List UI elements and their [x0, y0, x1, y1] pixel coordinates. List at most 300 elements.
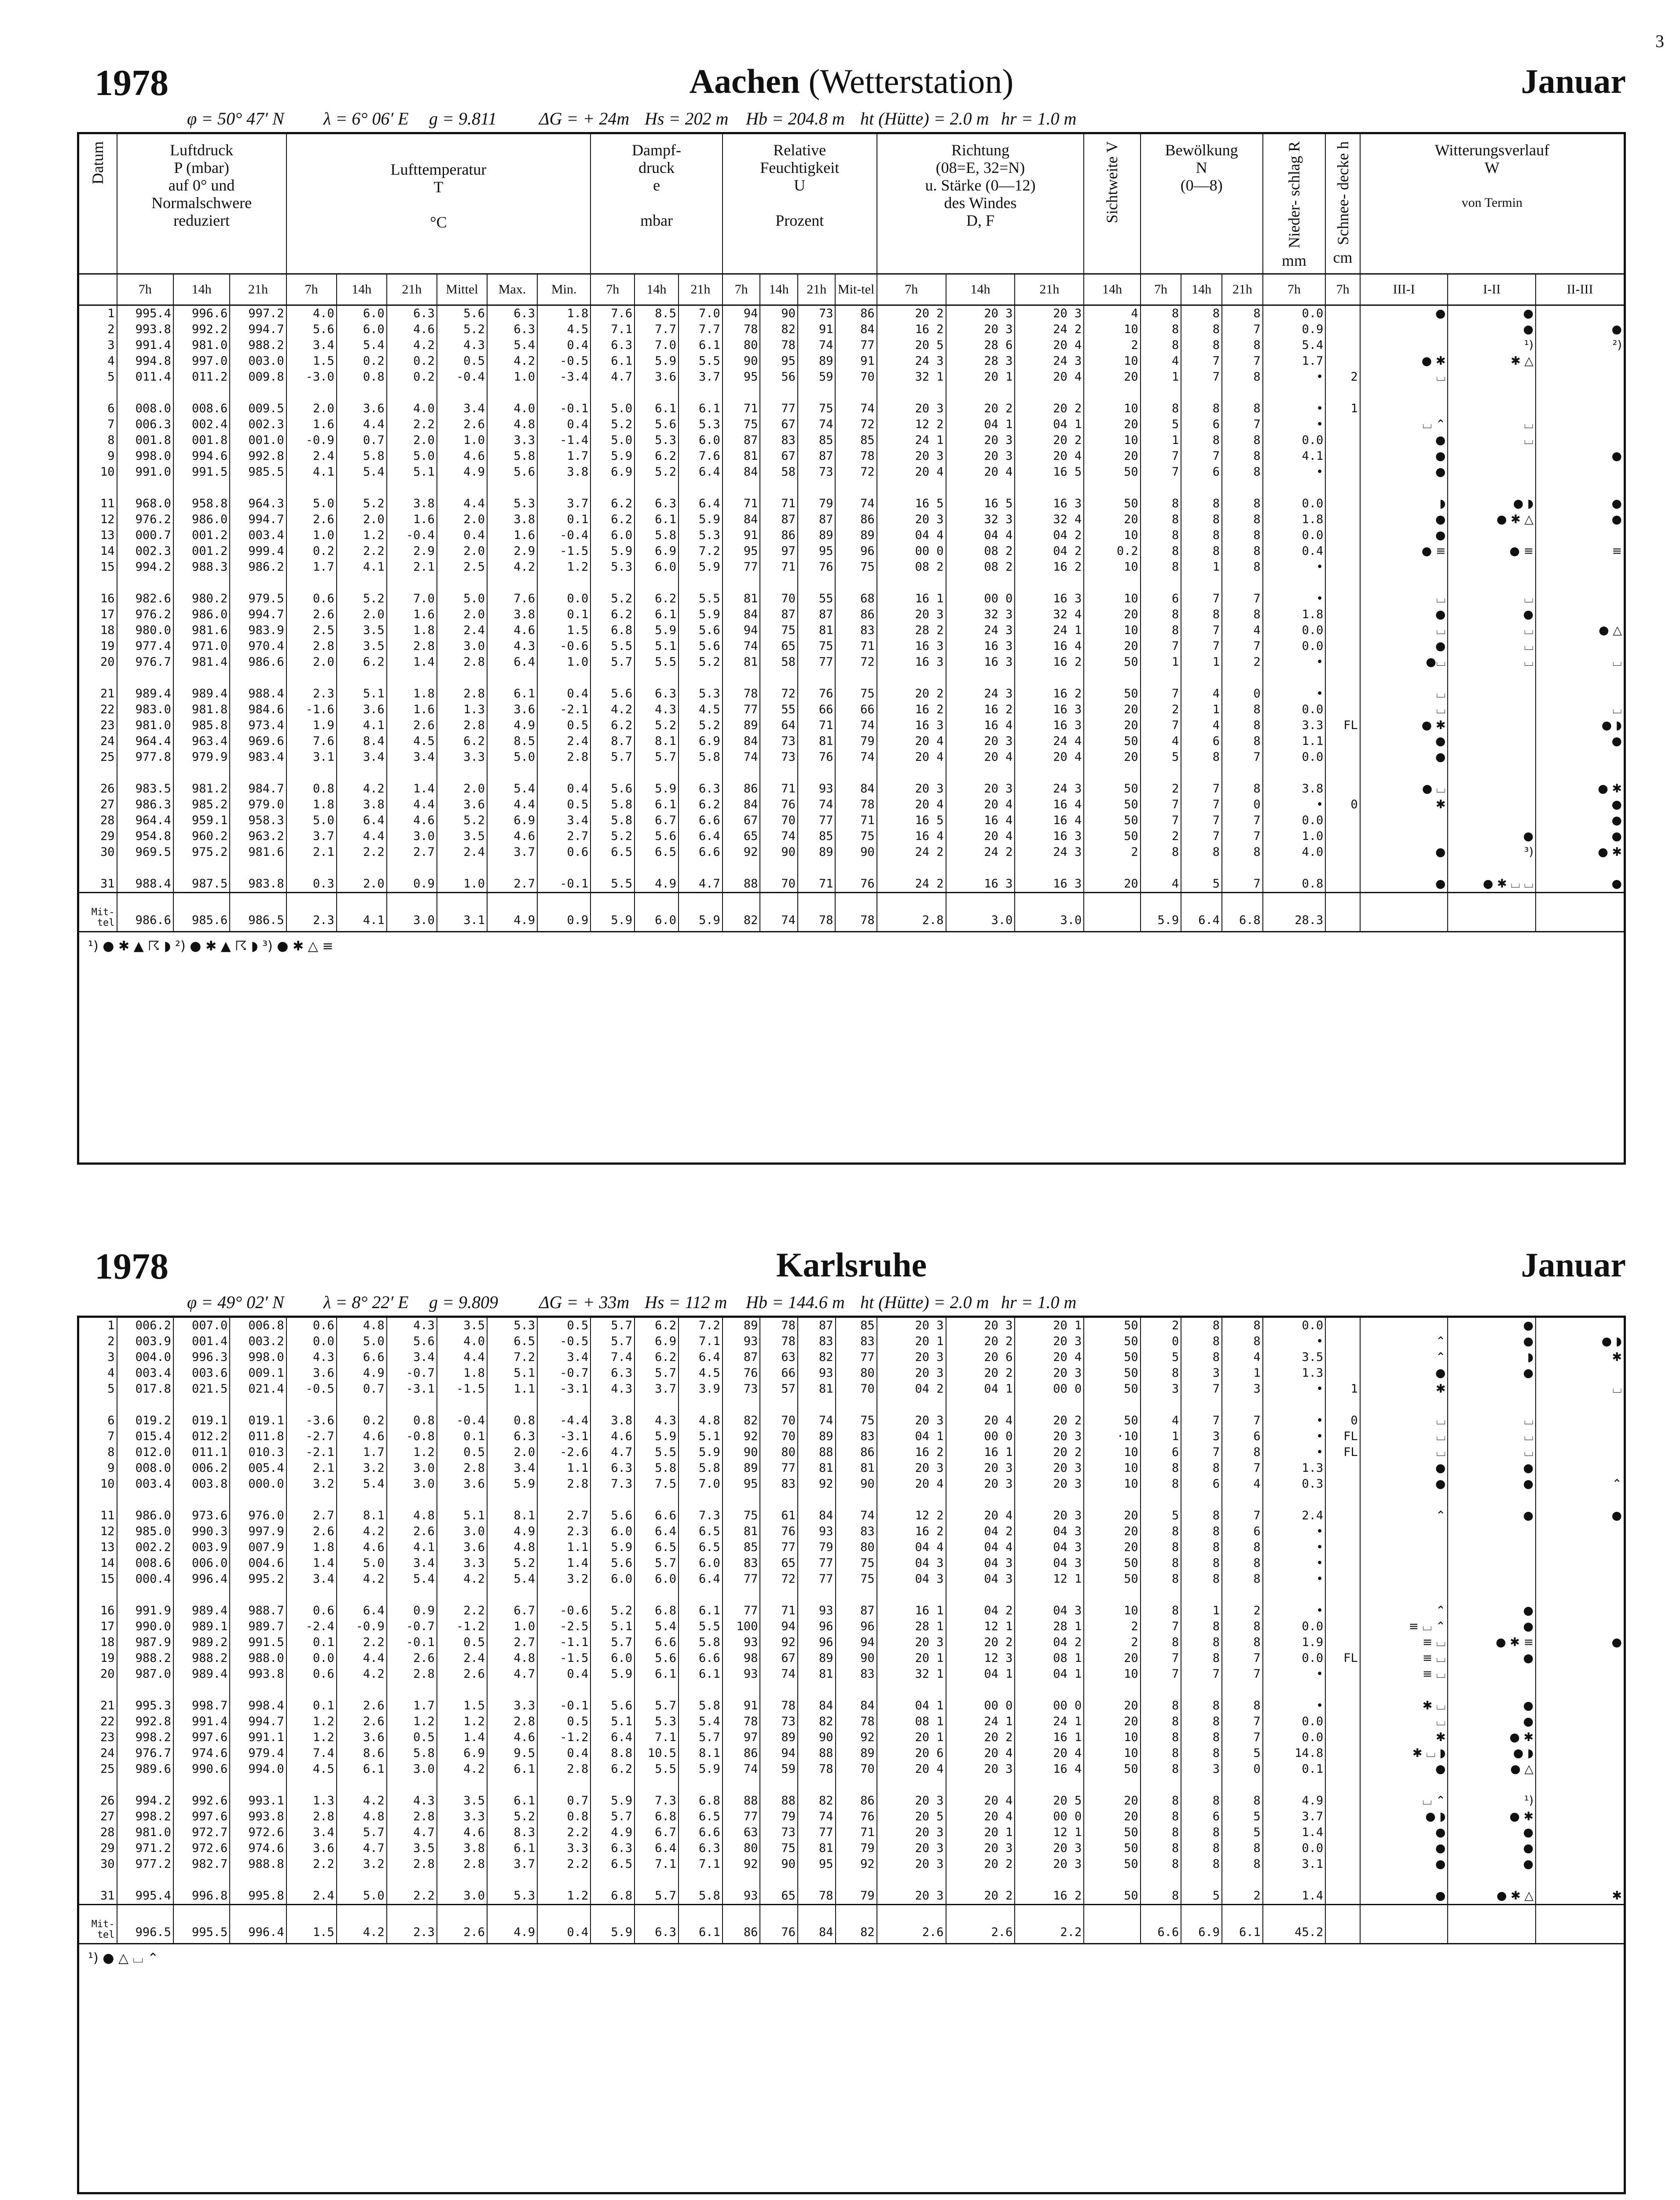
- table-cell: 8.1: [635, 733, 679, 749]
- table-cell: 5: [1181, 1888, 1222, 1905]
- table-cell: ⌴: [1536, 1381, 1624, 1397]
- header-line: e: [653, 176, 660, 194]
- table-cell: 994.2: [117, 559, 173, 575]
- table-cell: 16 4: [1015, 1761, 1084, 1777]
- table-cell: [1325, 1761, 1360, 1777]
- table-cell: ✱: [1536, 1349, 1624, 1365]
- table-cell: 73: [760, 1714, 798, 1730]
- table-cell: 7.6: [591, 305, 635, 322]
- table-cell: 78: [835, 448, 877, 464]
- table-cell: 71: [760, 781, 798, 797]
- table-cell: 1.7: [537, 448, 591, 464]
- header-line: Bewölkung: [1165, 141, 1238, 159]
- table-cell: ●: [1360, 1856, 1448, 1872]
- table-cell: 04 1: [877, 1429, 946, 1445]
- table-cell: 75: [836, 1571, 877, 1587]
- header-line: reduziert: [173, 212, 230, 229]
- table-cell: 78: [723, 1714, 760, 1730]
- table-row: [79, 654, 1624, 670]
- table-cell: -1.5: [437, 1381, 487, 1397]
- table-cell: 2: [1141, 829, 1181, 844]
- table-row: [79, 1429, 1624, 1445]
- header-line: Luftdruck: [170, 141, 234, 159]
- table-cell: [1325, 1698, 1360, 1714]
- table-cell: 2.4: [437, 844, 487, 860]
- table-cell: [1360, 1524, 1448, 1540]
- table-cell: 91: [835, 353, 877, 369]
- table-cell: ● △: [1448, 1761, 1536, 1777]
- table-cell: 5: [1141, 1508, 1181, 1524]
- table-cell: 6.0: [635, 1571, 679, 1587]
- table-cell: 16 5: [877, 496, 946, 512]
- table-cell: 6.4: [679, 496, 723, 512]
- table-cell: 28 1: [1015, 1619, 1084, 1635]
- table-cell: 5.8: [679, 1888, 723, 1905]
- table-row: [79, 1635, 1624, 1650]
- table-cell: 77: [723, 1809, 760, 1825]
- table-cell: 2: [1084, 1635, 1140, 1650]
- table-cell: 0.0: [1263, 1619, 1326, 1635]
- table-cell: 5.7: [591, 1809, 635, 1825]
- table-cell: 71: [723, 496, 760, 512]
- table-cell: 5.7: [591, 749, 635, 765]
- table-cell: 77: [798, 1571, 836, 1587]
- table-cell: 988.0: [230, 1650, 286, 1666]
- table-cell: 72: [760, 686, 798, 702]
- table-cell: 4.2: [487, 559, 537, 575]
- table-cell: 16 1: [946, 1445, 1015, 1460]
- table-cell: ●: [1448, 1714, 1536, 1730]
- table-cell: 94: [760, 1745, 798, 1761]
- table-cell: 8: [1141, 623, 1181, 638]
- table-cell: 999.4: [230, 543, 286, 559]
- table-cell: 20 3: [877, 607, 946, 623]
- table-cell: 20 3: [946, 1476, 1015, 1492]
- table-cell: 6.3: [487, 322, 537, 337]
- table-cell: 28: [100, 1826, 115, 1839]
- table-row: [79, 1413, 1624, 1429]
- table-cell: [1536, 1650, 1624, 1666]
- table-cell: 59: [798, 369, 836, 385]
- table-cell: 20 4: [877, 797, 946, 813]
- table-cell: 3.4: [286, 1571, 337, 1587]
- table-cell: 5.6: [591, 1508, 635, 1524]
- table-cell: [1325, 591, 1360, 607]
- table-cell: 3: [1181, 1761, 1222, 1777]
- table-cell: 20 2: [1015, 1445, 1084, 1460]
- table-cell: 2.0: [286, 654, 337, 670]
- table-cell: 6.6: [635, 1635, 679, 1650]
- table-cell: 5.4: [679, 1714, 723, 1730]
- table-cell: 16 3: [1015, 496, 1084, 512]
- table-cell: 24 1: [946, 1714, 1015, 1730]
- table-cell: 73: [798, 464, 836, 480]
- table-cell: 5.0: [337, 1334, 387, 1349]
- table-cell: 7.4: [286, 1745, 337, 1761]
- table-cell: 2.7: [387, 844, 437, 860]
- table-cell: 5.2: [635, 718, 679, 733]
- table-cell: 4.9: [487, 1524, 537, 1540]
- table-cell: 979.9: [173, 749, 230, 765]
- table-cell: 8: [1181, 433, 1222, 448]
- table-cell: 5.4: [1263, 337, 1326, 353]
- table-cell: 982.6: [117, 591, 173, 607]
- table-row: [79, 369, 1624, 385]
- table-cell: 011.4: [117, 369, 173, 385]
- sub-header: III-I: [1360, 274, 1448, 305]
- table-cell: 993.8: [230, 1809, 286, 1825]
- table-cell: 6.4: [679, 464, 723, 480]
- table-cell: 3: [1141, 1381, 1181, 1397]
- table-cell: 0.0: [1263, 496, 1326, 512]
- table-cell: 3: [1181, 1365, 1222, 1381]
- table-cell: 5.7: [635, 1365, 679, 1381]
- table-cell: 1.1: [1263, 733, 1326, 749]
- table-cell: 983.4: [230, 749, 286, 765]
- table-cell: 3.7: [1263, 1809, 1326, 1825]
- table-cell: 8: [1141, 322, 1181, 337]
- table-row: [79, 733, 1624, 749]
- table-cell: 87: [798, 1318, 836, 1334]
- table-cell: 20 4: [946, 1508, 1015, 1524]
- table-cell: 16 2: [877, 322, 946, 337]
- table-cell: 959.1: [173, 813, 230, 829]
- table-cell: 04 2: [946, 1603, 1015, 1619]
- table-cell: 72: [835, 417, 877, 433]
- table-cell: 0.4: [537, 781, 591, 797]
- table-cell: 3.6: [337, 1730, 387, 1745]
- table-cell: 8: [1141, 1571, 1181, 1587]
- table-cell: 20 3: [1015, 305, 1084, 322]
- table-cell: 4.1: [1263, 448, 1326, 464]
- table-cell: 77: [760, 1460, 798, 1476]
- table-row: [79, 1745, 1624, 1761]
- table-cell: [1360, 337, 1448, 353]
- table-cell: 6.1: [487, 1841, 537, 1856]
- sub-header: 7h: [1141, 274, 1181, 305]
- table-cell: 0.0: [1263, 623, 1326, 638]
- table-cell: 16 3: [1015, 829, 1084, 844]
- table-cell: 017.8: [117, 1381, 173, 1397]
- table-cell: 17: [100, 1620, 115, 1633]
- table-cell: 6.9: [437, 1745, 487, 1761]
- table-cell: •: [1263, 401, 1326, 417]
- table-cell: 04 2: [946, 1524, 1015, 1540]
- table-cell: 94: [836, 1635, 877, 1650]
- table-cell: 20: [1084, 1650, 1140, 1666]
- table-cell: 6.4: [679, 829, 723, 844]
- table-cell: 990.3: [173, 1524, 230, 1540]
- header-line: Feuchtigkeit: [760, 159, 840, 176]
- table-cell: 71: [836, 1825, 877, 1841]
- table-cell: 5.6: [437, 305, 487, 322]
- table-cell: 6.3: [591, 1365, 635, 1381]
- table-cell: ●: [1448, 1841, 1536, 1856]
- table-cell: 97: [723, 1730, 760, 1745]
- table-cell: 5.2: [679, 718, 723, 733]
- table-cell: 988.2: [173, 1650, 230, 1666]
- table-cell: 04 4: [946, 528, 1015, 543]
- table-cell: -2.4: [286, 1619, 337, 1635]
- table-cell: 5.8: [337, 448, 387, 464]
- table-cell: [1325, 1793, 1360, 1809]
- table-cell: 4.4: [437, 1349, 487, 1365]
- table-cell: 04 1: [877, 1698, 946, 1714]
- table-cell: 8.4: [337, 733, 387, 749]
- table-cell: 5.5: [591, 638, 635, 654]
- table-cell: 3.3: [437, 749, 487, 765]
- table-cell: 77: [723, 1571, 760, 1587]
- mean-cell: [1536, 893, 1624, 931]
- station-qualifier: (Wetterstation): [808, 62, 1014, 100]
- table-cell: 985.5: [230, 464, 286, 480]
- table-cell: 997.2: [230, 305, 286, 322]
- coord-item: φ = 50° 47′ N: [187, 109, 284, 128]
- table-cell: 77: [835, 337, 877, 353]
- table-cell: 4.2: [487, 353, 537, 369]
- table-cell: 976.7: [117, 1745, 173, 1761]
- table-cell: 5.7: [635, 1698, 679, 1714]
- table-cell: 019.1: [230, 1413, 286, 1429]
- table-cell: 984.7: [230, 781, 286, 797]
- station-name-main: Karlsruhe: [776, 1246, 927, 1284]
- blank-area: [79, 1972, 1624, 2192]
- table-cell: 84: [723, 464, 760, 480]
- table-cell: 20 3: [1015, 1476, 1084, 1492]
- table-cell: ●: [1448, 1508, 1536, 1524]
- table-cell: 72: [760, 1571, 798, 1587]
- table-cell: ●: [1360, 1888, 1448, 1905]
- table-cell: 75: [798, 401, 836, 417]
- table-cell: 3.8: [337, 797, 387, 813]
- table-cell: 005.4: [230, 1460, 286, 1476]
- table-cell: ●: [1360, 733, 1448, 749]
- table-cell: 5.5: [679, 1619, 723, 1635]
- table-cell: 3.5: [437, 1793, 487, 1809]
- table-cell: 3.0: [437, 1888, 487, 1905]
- table-cell: [1325, 1555, 1360, 1571]
- table-cell: 0.5: [437, 353, 487, 369]
- table-cell: 3.2: [337, 1460, 387, 1476]
- table-cell: 8: [1141, 1888, 1181, 1905]
- table-cell: 7.1: [679, 1856, 723, 1872]
- table-cell: 998.4: [230, 1698, 286, 1714]
- table-cell: 1.2: [537, 1888, 591, 1905]
- table-cell: 00 0: [946, 1429, 1015, 1445]
- table-cell: ●: [1360, 1365, 1448, 1381]
- table-cell: 8: [1181, 1635, 1222, 1650]
- table-cell: 7: [1181, 353, 1222, 369]
- table-cell: 28 6: [946, 337, 1015, 353]
- table-cell: 963.2: [230, 829, 286, 844]
- table-cell: [1448, 559, 1536, 575]
- table-cell: 8.1: [337, 1508, 387, 1524]
- table-cell: 75: [760, 1841, 798, 1856]
- table-cell: 7: [1222, 1413, 1263, 1429]
- table-cell: 007.9: [230, 1540, 286, 1555]
- table-cell: 7: [1141, 797, 1181, 813]
- table-cell: 82: [798, 1793, 836, 1809]
- table-cell: 001.4: [173, 1334, 230, 1349]
- table-cell: 2.8: [537, 1476, 591, 1492]
- table-cell: ⌃: [1536, 1476, 1624, 1492]
- table-cell: 6.8: [635, 1603, 679, 1619]
- col-temperature-header: [286, 134, 591, 274]
- table-cell: 008.0: [117, 401, 173, 417]
- table-cell: [1325, 1349, 1360, 1365]
- table-cell: 5.9: [679, 607, 723, 623]
- table-row: [79, 1730, 1624, 1745]
- table-cell: 3.0: [387, 829, 437, 844]
- table-cell: [1325, 559, 1360, 575]
- table-cell: 1: [1141, 433, 1181, 448]
- table-cell: 20: [1084, 876, 1140, 893]
- table-cell: 50: [1084, 733, 1140, 749]
- table-cell: 20 3: [877, 1635, 946, 1650]
- table-cell: 61: [760, 1508, 798, 1524]
- table-cell: 1.4: [387, 654, 437, 670]
- table-cell: -4.4: [537, 1413, 591, 1429]
- table-cell: [1325, 623, 1360, 638]
- table-row: [79, 844, 1624, 860]
- table-cell: 2.8: [437, 654, 487, 670]
- table-cell: 16 4: [946, 813, 1015, 829]
- table-cell: •: [1263, 686, 1326, 702]
- table-cell: 80: [723, 337, 760, 353]
- table-cell: [1536, 1761, 1624, 1777]
- table-cell: 7: [1141, 464, 1181, 480]
- table-cell: 5.6: [635, 1650, 679, 1666]
- table-cell: 5.0: [337, 1555, 387, 1571]
- table-cell: 1.1: [537, 1540, 591, 1555]
- table-cell: 5.2: [437, 813, 487, 829]
- mean-cell: [1448, 893, 1536, 931]
- table-row: [79, 1761, 1624, 1777]
- table-cell: 20: [1084, 1524, 1140, 1540]
- table-cell: 5.8: [635, 528, 679, 543]
- table-cell: ●: [1536, 813, 1624, 829]
- table-cell: ● ✱ △: [1448, 1888, 1536, 1905]
- table-cell: 93: [723, 1334, 760, 1349]
- table-cell: 10: [1084, 1603, 1140, 1619]
- table-cell: 5.9: [679, 1761, 723, 1777]
- table-cell: 2.8: [286, 638, 337, 654]
- table-cell: 85: [836, 1318, 877, 1334]
- table-cell: 981.0: [117, 1825, 173, 1841]
- table-cell: 7: [1222, 1730, 1263, 1745]
- table-cell: -0.4: [387, 528, 437, 543]
- table-cell: 84: [836, 1698, 877, 1714]
- table-cell: ³): [1448, 844, 1536, 860]
- table-cell: 50: [1084, 797, 1140, 813]
- mean-cell: 86: [723, 1905, 760, 1943]
- table-cell: 989.4: [173, 686, 230, 702]
- table-cell: 969.5: [117, 844, 173, 860]
- table-cell: 5.9: [635, 353, 679, 369]
- table-cell: 998.0: [117, 448, 173, 464]
- table-cell: 7.3: [635, 1793, 679, 1809]
- table-cell: 78: [723, 322, 760, 337]
- table-cell: ●: [1448, 829, 1536, 844]
- coord-item: Hb = 144.6 m: [746, 1292, 845, 1312]
- table-cell: ≡ ⌴: [1360, 1666, 1448, 1682]
- table-cell: ●: [1360, 638, 1448, 654]
- table-cell: 4.8: [337, 1318, 387, 1334]
- table-cell: -0.4: [437, 369, 487, 385]
- mean-cell: 6.4: [1181, 893, 1222, 931]
- table-cell: 5.9: [679, 1445, 723, 1460]
- table-cell: 2.8: [437, 686, 487, 702]
- table-cell: -0.7: [387, 1619, 437, 1635]
- table-cell: 84: [835, 781, 877, 797]
- table-cell: [1536, 1603, 1624, 1619]
- table-cell: 3.4: [286, 1825, 337, 1841]
- table-cell: 0.0: [286, 1334, 337, 1349]
- table-cell: 7: [1181, 813, 1222, 829]
- table-cell: 986.0: [173, 512, 230, 528]
- table-cell: ⌴: [1448, 417, 1536, 433]
- table-cell: 4.3: [487, 638, 537, 654]
- table-cell: 89: [836, 1745, 877, 1761]
- table-cell: 81: [723, 1524, 760, 1540]
- table-cell: [1448, 1555, 1536, 1571]
- month: Januar: [1521, 1246, 1626, 1284]
- table-cell: 4.1: [286, 464, 337, 480]
- table-cell: 7: [1222, 876, 1263, 893]
- mean-cell: 996.5: [117, 1905, 173, 1943]
- table-cell: 5.8: [635, 1460, 679, 1476]
- table-cell: 990.6: [173, 1761, 230, 1777]
- table-cell: 4: [1181, 686, 1222, 702]
- mean-cell: 1.5: [286, 1905, 337, 1943]
- table-cell: 8.8: [591, 1745, 635, 1761]
- mean-cell: 74: [760, 893, 798, 931]
- table-cell: ≡ ⌴ ⌃: [1360, 1619, 1448, 1635]
- table-cell: ●: [1536, 829, 1624, 844]
- table-cell: 0.8: [487, 1413, 537, 1429]
- table-cell: 0.8: [286, 781, 337, 797]
- table-cell: 8: [1141, 1555, 1181, 1571]
- table-cell: ●: [1360, 528, 1448, 543]
- table-cell: 997.9: [230, 1524, 286, 1540]
- table-cell: 6.8: [679, 1793, 723, 1809]
- table-cell: 75: [723, 417, 760, 433]
- table-cell: 972.6: [230, 1825, 286, 1841]
- table-cell: 78: [760, 337, 798, 353]
- table-cell: •: [1263, 1445, 1326, 1460]
- table-cell: ✱: [1360, 797, 1448, 813]
- table-cell: 9: [107, 1461, 115, 1475]
- table-cell: 2.8: [537, 1761, 591, 1777]
- table-cell: 989.6: [117, 1761, 173, 1777]
- table-cell: 2.1: [286, 1460, 337, 1476]
- table-cell: 70: [760, 813, 798, 829]
- table-cell: 20 3: [946, 1761, 1015, 1777]
- table-cell: 006.2: [173, 1460, 230, 1476]
- table-cell: [1325, 607, 1360, 623]
- table-cell: 87: [798, 607, 836, 623]
- table-cell: 6: [1222, 1429, 1263, 1445]
- table-cell: 4.7: [337, 1841, 387, 1856]
- table-cell: 4: [1181, 718, 1222, 733]
- table-cell: 0.1: [437, 1429, 487, 1445]
- table-cell: 4.8: [337, 1809, 387, 1825]
- table-cell: 04 2: [877, 1381, 946, 1397]
- table-cell: 4.8: [487, 1650, 537, 1666]
- mean-cell: 2.6: [437, 1905, 487, 1943]
- table-cell: [1536, 1540, 1624, 1555]
- table-row: [79, 337, 1624, 353]
